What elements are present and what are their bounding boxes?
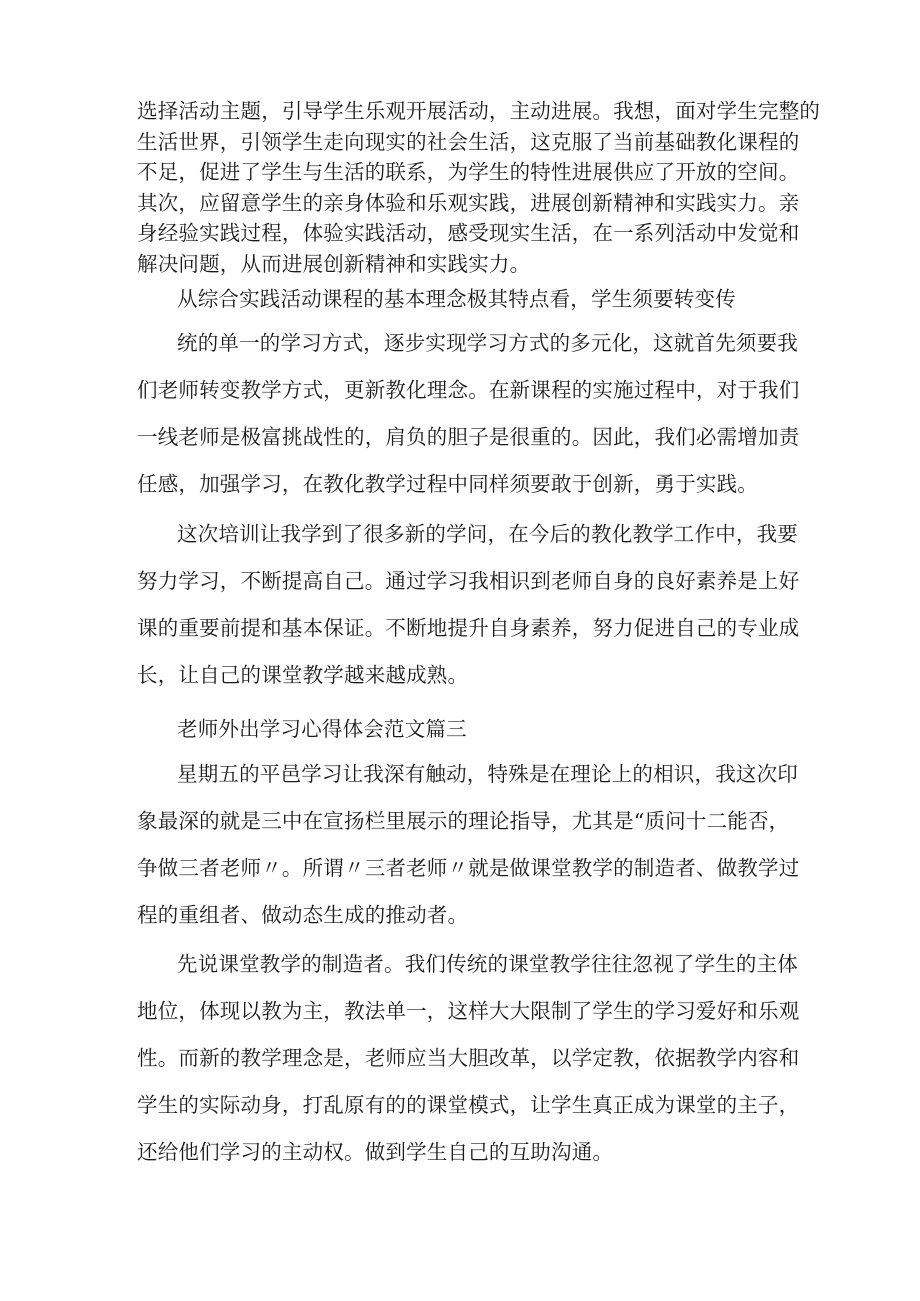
paragraph-3-line: 任感，加强学习，在教化教学过程中同样须要敢于创新，勇于实践。	[137, 472, 758, 496]
paragraph-3-line: 们老师转变教学方式，更新教化理念。在新课程的实施过程中，对于我们	[137, 378, 800, 402]
section-heading: 老师外出学习心得体会范文篇三	[177, 717, 467, 741]
paragraph-5-line: 象最深的就是三中在宣扬栏里展示的理论指导，尤其是“质问十二能否，	[137, 809, 790, 833]
paragraph-6-line: 学生的实际动身，打乱原有的的课堂模式，让学生真正成为课堂的主子，	[137, 1093, 800, 1117]
paragraph-2	[137, 276, 787, 323]
paragraph-1-line: 身经验实践过程，体验实践活动，感受现实生活，在一系列活动中发觉和	[137, 221, 800, 245]
paragraph-4-line: 课的重要前提和基本保证。不断地提升自身素养，努力促进自己的专业成	[137, 616, 800, 640]
paragraph-5-line: 星期五的平邑学习让我深有触动，特殊是在理论上的相识，我这次印	[177, 762, 798, 786]
paragraph-3-line: 统的单一的学习方式，逐步实现学习方式的多元化，这就首先须要我	[177, 331, 798, 355]
paragraph-5	[137, 751, 800, 939]
paragraph-5-line: 争做三者老师〃。所谓〃三者老师〃就是做课堂教学的制造者、做教学过	[137, 856, 800, 880]
paragraph-3-line: 一线老师是极富挑战性的，肩负的胆子是很重的。因此，我们必需增加责	[137, 425, 800, 449]
paragraph-1	[137, 96, 821, 279]
paragraph-4-line: 努力学习，不断提高自己。通过学习我相识到老师自身的良好素养是上好	[137, 569, 800, 593]
paragraph-6-line: 地位，体现以教为主，教法单一，这样大大限制了学生的学习爱好和乐观	[137, 999, 800, 1023]
paragraph-1-line: 解决问题，从而进展创新精神和实践实力。	[137, 251, 531, 276]
paragraph-6-line: 先说课堂教学的制造者。我们传统的课堂教学往往忽视了学生的主体	[177, 952, 798, 976]
paragraph-1-line: 选择活动主题，引导学生乐观开展活动，主动进展。我想，面对学生完整的	[137, 99, 821, 123]
paragraph-6	[137, 941, 800, 1176]
paragraph-1-line: 生活世界，引领学生走向现实的社会生活，这克服了当前基础教化课程的	[137, 129, 800, 154]
paragraph-4-line: 这次培训让我学到了很多新的学问，在今后的教化教学工作中，我要	[177, 522, 798, 546]
paragraph-6-line: 性。而新的教学理念是，老师应当大胆改革，以学定教，依据教学内容和	[137, 1046, 800, 1070]
paragraph-1-line: 不足，促进了学生与生活的联系，为学生的特性进展供应了开放的空间。	[137, 160, 800, 184]
paragraph-2-line: 从综合实践活动课程的基本理念极其特点看，学生须要转变传	[177, 287, 736, 311]
paragraph-1-line: 其次，应留意学生的亲身体验和乐观实践，进展创新精神和实践实力。亲	[137, 190, 800, 215]
paragraph-4	[137, 511, 800, 699]
paragraph-4-line: 长，让自己的课堂教学越来越成熟。	[137, 663, 469, 687]
paragraph-5-line: 程的重组者、做动态生成的推动者。	[137, 903, 469, 927]
paragraph-6-line: 还给他们学习的主动权。做到学生自己的互助沟通。	[137, 1140, 614, 1164]
paragraph-3	[137, 320, 800, 508]
